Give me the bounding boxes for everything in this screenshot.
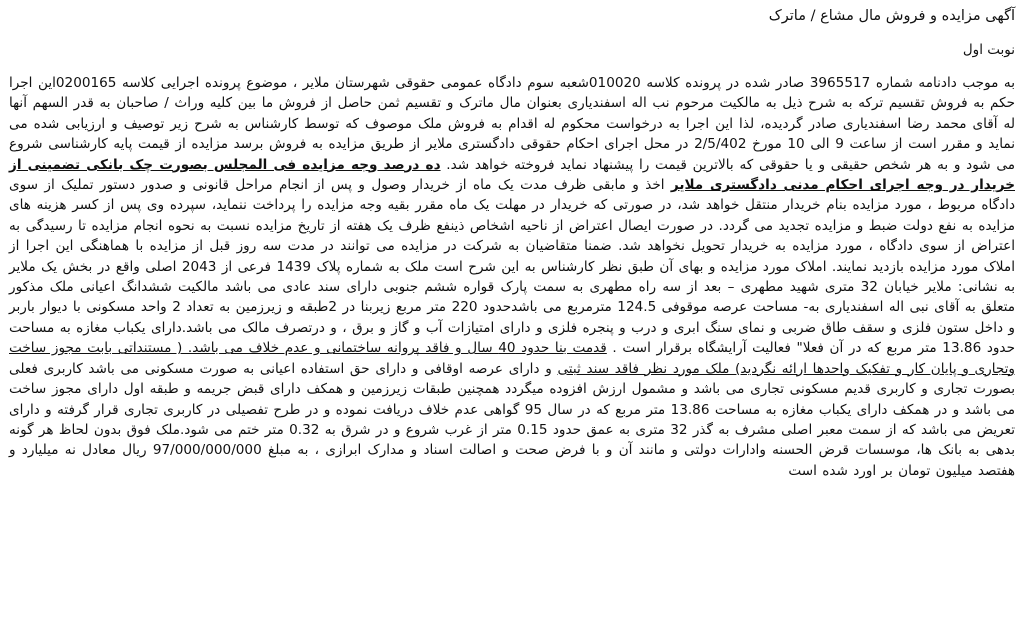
body-part-3: و دارای عرصه اوقافی و دارای حق استفاده اعیانی به صورت مسکونی می باشد کاربری فعلی بصورت تجاری و کاربری قدیم مسکونی تجاری می باشد و مشمول ارزش افزوده میگردد همچنین طبقات زیرزمین و همکف دارای قبض جریمه و طبقه اول دارای مجوز ساخت می باشد و در همکف دارای یکباب مغازه به مساحت 13.86 متر مربع که در سال 95 گواهی عدم خلاف دریافت نموده و در طرح تفصیلی در کاربری تجاری قرار گرفته و دارای تعریض می باشد که از سمت معبر اصلی مشرف به گذر 32 متری به عمق حدود 0.15 متر از غرب شروع و در شرق به 0.32 متر ختم می شود.ملک فوق بدون لحاظ هر گونه بدهی به بانک ها، موسسات قرض الحسنه وادارات دولتی و مانند آن و با فرض صحت و اصالت اسناد و مدارک ابرازی ، به مبلغ 97/000/000/000 ریال معادل نه میلیارد و هفتصد میلیون تومان بر اورد شده است <box>9 360 1016 479</box>
notice-title: آگهی مزایده و فروش مال مشاع / ماترک <box>768 8 1015 24</box>
deposit-terms-emphasis: ده درصد وجه مزایده فی المجلس بصورت چک بانکی تضمینی از خریدار در وجه اجرای احکام مدنی دادگستری ملایر <box>9 156 1015 194</box>
building-age-underlined: قدمت بنا حدود 40 سال و فاقد پروانه ساختمانی و عدم خلاف می باشد. ( مستنداتی بابت مجوز ساخت وتجاری و پایان کار و تفکیک واحدها ارائه نگردید) ملک مورد نظر فاقد سند ثبتی <box>9 340 1015 377</box>
notice-body <box>9 73 1015 481</box>
body-part-2: اخذ و مابقی ظرف مدت یک ماه از خریدار وصول و پس از انجام مراحل قانونی و صدور دستور تملیک از سوی دادگاه مربوط ، مورد مزایده بنام خریدار منتقل خواهد شد، در صورتی که خریدار در مهلت یک ماه مقرر بقیه وجه مزایده را پرداخت ننماید، سپرده وی پس از کسر هزینه های مزایده به نفع دولت ضبط و مزایده تجدید می گردد. در صورت ایصال اعتراض از ناحیه اشخاص ذینفع ظرف یک هفته از تاریخ مزایده نسبت به نحوه انجام مزایده تا رسیدگی به اعتراض از سوی دادگاه ، مورد مزایده به خریدار تحویل نخواهد شد. ضمنا متقاضیان به شرکت در مزایده می توانند در مدت سه روز قبل از مزایده با هماهنگی این اجرا از املاک مورد مزایده بازدید نمایند. املاک مورد مزایده و بهای آن طبق نظر کارشناس به این شرح است ملک به شماره پلاک 1439 فرعی از 2043 اصلی واقع در بخش یک ملایر به نشانی: ملایر خیابان 32 متری شهید مطهری – بعد از سه راه مطهری به سمت پارک قواره ششم جنوبی دارای سند عادی می باشد مالکیت ششدانگ اعیانی ملک مذکور متعلق به آقای نبی اله اسفندیاری به- مساحت عرصه موقوفی 124.5 مترمربع می باشدحدود 220 متر مربع زیربنا در 2طبقه و زیرزمین به تعداد 2 واحد مسکونی با دیوار باربر و داخل ستون فلزی و سقف طاق ضربی و نمای سنگ ابری و درب و پنجره فلزی و دارای امتیازات آب و گاز و برق ، و درتصرف مالک می باشد.دارای یکباب مغازه به مساحت حدود 13.86 متر مربع که در آن فعلا" فعالیت آرایشگاه برقرار است . <box>9 177 1016 357</box>
notice-round: نوبت اول <box>962 42 1015 58</box>
body-part-1: به موجب دادنامه شماره 3965517 صادر شده در پرونده کلاسه 010020شعبه سوم دادگاه عمومی حقوقی شهرستان ملایر ، موضوع پرونده اجرایی کلاسه 0200165این اجرا حکم به فروش تقسیم ترکه به شرح ذیل به مالکیت مرحوم نب اله اسفندیاری بعنوان مال ماترک و تقسیم ثمن حاصل از فروش ما بین کلیه وراث / صاحبان به قدر السهم آنها له آقای محمد رضا اسفندیاری صادر گردیده، لذا این اجرا به درخواست محکوم له اقدام به فروش ملک موصوف که توسط کارشناس به شرح زیر توصیف و ارزیابی شده می نماید و مقرر است از ساعت 9 الی 10 مورخ 2/5/402 در محل اجرای احکام حقوقی دادگستری ملایر از طریق مزایده به فروش برسد مزایده از قیمت پایه کارشناسی شروع می شود و به هر شخص حقیقی و یا حقوقی که بالاترین قیمت را پیشنهاد نماید فروخته خواهد شد. <box>9 75 1016 173</box>
